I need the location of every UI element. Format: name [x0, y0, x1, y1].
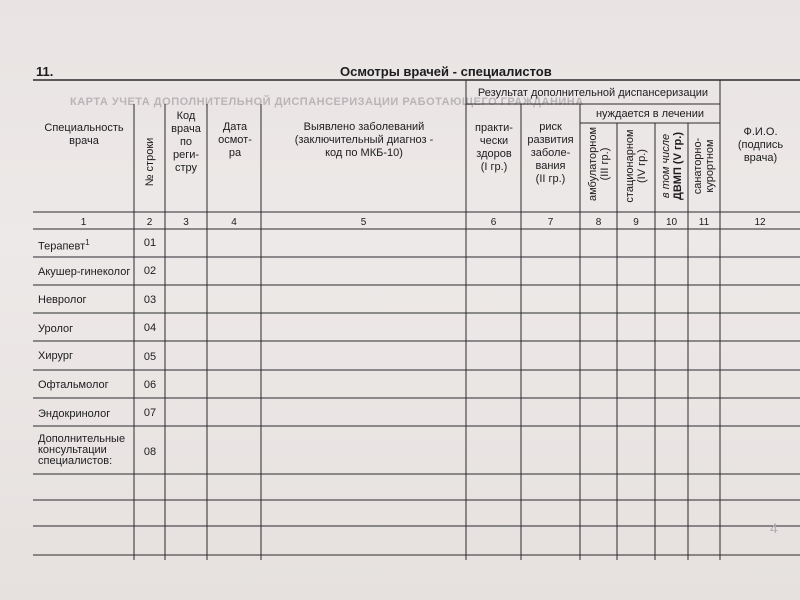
- table-row-number: 03: [143, 294, 157, 306]
- header-specialty: Специальность врача: [44, 122, 124, 147]
- column-number: 9: [633, 217, 639, 228]
- section-number: 11.: [36, 64, 54, 79]
- column-number: 3: [183, 217, 189, 228]
- table-row-label: Невролог: [38, 294, 87, 306]
- page-mark: 4: [770, 520, 778, 536]
- table-row-label: Уролог: [38, 323, 74, 335]
- header-needs-treatment: нуждается в лечении: [595, 108, 705, 120]
- column-number: 4: [231, 217, 237, 228]
- column-number: 11: [698, 217, 710, 228]
- header-hitech: в том числе ДВМП (V гр.): [660, 132, 684, 200]
- page-title: Осмотры врачей - специалистов: [340, 64, 552, 79]
- table-row-number: 07: [143, 407, 157, 419]
- column-number: 7: [547, 217, 554, 228]
- header-risk: риск развития заболе- вания (II гр.): [527, 121, 574, 185]
- column-number: 2: [146, 217, 153, 228]
- table-row-number: 04: [143, 322, 157, 334]
- header-healthy: практи- чески здоров (I гр.): [475, 122, 513, 173]
- table-row-label: Хирург: [38, 350, 73, 362]
- header-signature: Ф.И.О. (подпись врача): [737, 126, 784, 164]
- header-inpatient: стационарном (IV гр.): [624, 129, 648, 203]
- table-row-label: Офтальмолог: [38, 379, 109, 391]
- header-sanatorium: санаторно- курортном: [692, 137, 716, 195]
- column-number: 10: [665, 217, 678, 228]
- column-number: 1: [80, 217, 87, 228]
- header-dd-result: Результат дополнительной диспансеризации: [477, 87, 709, 99]
- extra-consultations-label: Дополнительные консультации специалистов:: [38, 433, 126, 467]
- bleed-through-text: КАРТА УЧЕТА ДОПОЛНИТЕЛЬНОЙ ДИСПАНСЕРИЗАЦИИ РАБОТАЮЩЕГО ГРАЖДАНИНА: [70, 96, 584, 108]
- table-row-number: 08: [143, 446, 157, 458]
- table-row-label: Эндокринолог: [38, 408, 111, 420]
- table-row-number: 05: [143, 351, 157, 363]
- table-row-number: 02: [143, 265, 157, 277]
- column-number: 12: [754, 217, 766, 228]
- header-exam-date: Дата осмот- ра: [218, 121, 252, 159]
- table-row-number: 01: [143, 237, 157, 249]
- column-number: 6: [490, 217, 497, 228]
- header-doctor-code: Код врача по реги- стру: [171, 110, 201, 174]
- header-outpatient: амбулаторном (III гр.): [587, 126, 611, 202]
- column-number: 8: [595, 217, 602, 228]
- table-row-label: Терапевт$^1$: [38, 238, 90, 253]
- column-number: 5: [360, 217, 367, 228]
- table-row-label: Акушер-гинеколог: [38, 266, 131, 278]
- header-diseases: Выявлено заболеваний (заключительный диагноз - код по МКБ-10): [294, 121, 434, 159]
- table-row-number: 06: [143, 379, 157, 391]
- header-row-number: № строки: [144, 137, 156, 187]
